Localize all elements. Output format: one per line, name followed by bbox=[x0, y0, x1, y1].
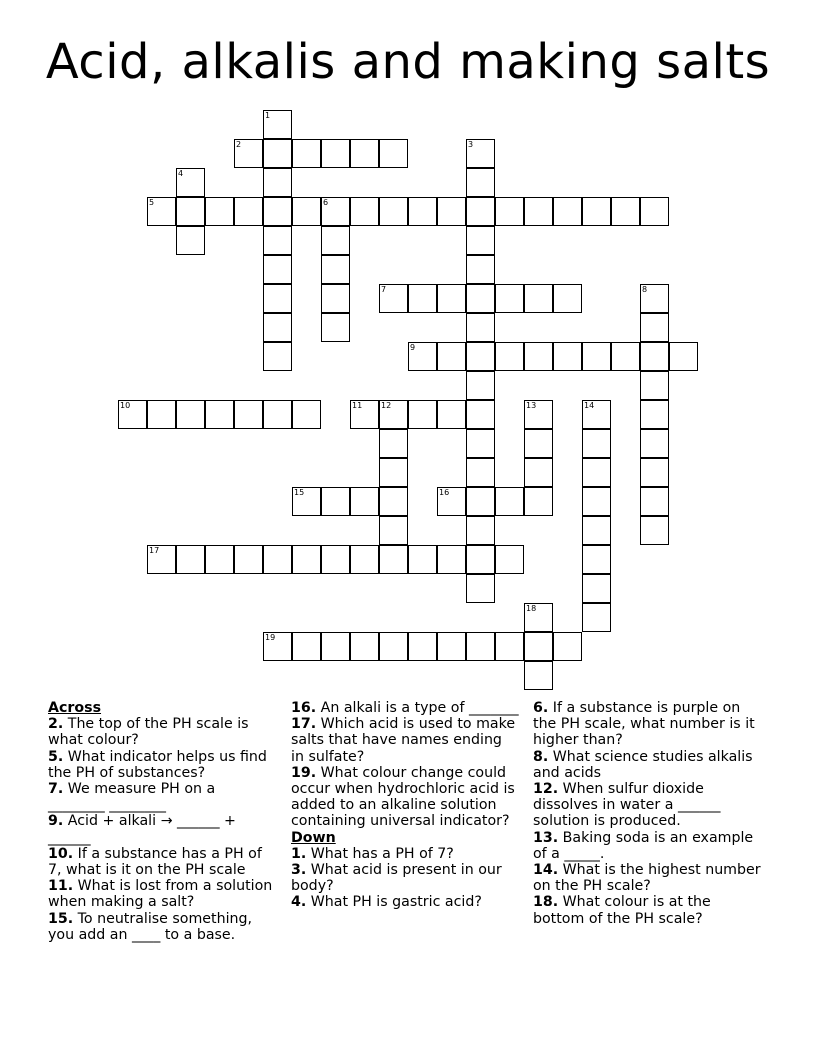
grid-cell[interactable] bbox=[437, 284, 466, 313]
grid-cell[interactable] bbox=[466, 574, 495, 603]
clue-number: 13 bbox=[526, 401, 537, 410]
clue-number: 17 bbox=[149, 546, 160, 555]
grid-cell[interactable] bbox=[582, 197, 611, 226]
clue-item-text: What is lost from a solution when making a salt? bbox=[48, 878, 273, 911]
clue-number: 19 bbox=[265, 633, 276, 642]
clue-number: 15 bbox=[294, 488, 305, 497]
clue-item-text: Acid + alkali → ______ + ______ bbox=[48, 813, 236, 846]
grid-cell[interactable] bbox=[379, 139, 408, 168]
clue-item bbox=[533, 700, 761, 749]
clue-number: 3 bbox=[468, 140, 474, 149]
grid-cell[interactable] bbox=[379, 197, 408, 226]
grid-cell[interactable] bbox=[350, 632, 379, 661]
clue-item-number: 3. bbox=[291, 862, 307, 879]
clue-item-text: We measure PH on a ________ ________ bbox=[48, 781, 216, 814]
grid-cell[interactable] bbox=[524, 661, 553, 690]
clue-number: 4 bbox=[178, 169, 184, 178]
clue-item bbox=[48, 846, 276, 878]
grid-cell[interactable] bbox=[466, 342, 495, 371]
grid-cell[interactable] bbox=[321, 226, 350, 255]
clue-number: 1 bbox=[265, 111, 271, 120]
clue-item bbox=[291, 862, 519, 894]
grid-cell[interactable] bbox=[147, 400, 176, 429]
clue-item-number: 2. bbox=[48, 716, 64, 733]
clue-item bbox=[48, 878, 276, 910]
grid-cell[interactable] bbox=[466, 284, 495, 313]
clue-item bbox=[291, 716, 519, 765]
grid-cell[interactable] bbox=[437, 342, 466, 371]
grid-cell[interactable] bbox=[524, 429, 553, 458]
grid-cell[interactable] bbox=[466, 429, 495, 458]
grid-cell[interactable] bbox=[466, 168, 495, 197]
grid-cell[interactable] bbox=[263, 139, 292, 168]
grid-cell[interactable] bbox=[553, 197, 582, 226]
clue-item-text: If a substance is purple on the PH scale, what number is it higher than? bbox=[533, 700, 755, 749]
clue-item-number: 18. bbox=[533, 894, 559, 911]
grid-cell[interactable] bbox=[582, 603, 611, 632]
clue-item-number: 6. bbox=[533, 700, 549, 716]
grid-cell[interactable] bbox=[495, 545, 524, 574]
grid-cell[interactable] bbox=[350, 545, 379, 574]
clue-number: 14 bbox=[584, 401, 595, 410]
clue-item-text: What colour change could occur when hydrochloric acid is added to an alkaline solution containing universal indicator? bbox=[291, 764, 515, 830]
grid-cell[interactable] bbox=[263, 342, 292, 371]
clue-number: 2 bbox=[236, 140, 242, 149]
grid-cell[interactable] bbox=[466, 458, 495, 487]
grid-cell[interactable] bbox=[640, 371, 669, 400]
clue-item-number: 1. bbox=[291, 845, 307, 862]
grid-cell[interactable] bbox=[263, 284, 292, 313]
grid-cell[interactable] bbox=[640, 516, 669, 545]
clue-item-text: What indicator helps us find the PH of substances? bbox=[48, 748, 267, 781]
grid-cell[interactable] bbox=[176, 197, 205, 226]
grid-cell[interactable] bbox=[611, 197, 640, 226]
clue-number: 11 bbox=[352, 401, 363, 410]
grid-cell[interactable] bbox=[466, 632, 495, 661]
grid-cell[interactable] bbox=[524, 284, 553, 313]
grid-cell[interactable] bbox=[640, 429, 669, 458]
grid-cell[interactable] bbox=[379, 458, 408, 487]
grid-cell[interactable] bbox=[234, 545, 263, 574]
clue-item-text: When sulfur dioxide dissolves in water a ______ solution is produced. bbox=[533, 781, 721, 830]
clue-item bbox=[533, 862, 761, 894]
grid-cell[interactable] bbox=[640, 487, 669, 516]
clue-number: 7 bbox=[381, 285, 387, 294]
clue-item-number: 9. bbox=[48, 813, 64, 830]
clue-item bbox=[48, 781, 276, 813]
grid-cell[interactable] bbox=[263, 545, 292, 574]
grid-cell[interactable] bbox=[292, 545, 321, 574]
grid-cell[interactable] bbox=[582, 458, 611, 487]
clue-item-text: What has a PH of 7? bbox=[306, 845, 454, 862]
clue-item bbox=[48, 716, 276, 748]
grid-cell[interactable] bbox=[495, 342, 524, 371]
grid-cell[interactable] bbox=[408, 632, 437, 661]
grid-cell[interactable] bbox=[640, 458, 669, 487]
clue-item-number: 11. bbox=[48, 878, 74, 895]
grid-cell[interactable] bbox=[466, 313, 495, 342]
grid-cell[interactable] bbox=[582, 574, 611, 603]
clues-column-2 bbox=[291, 700, 519, 911]
grid-cell[interactable] bbox=[640, 197, 669, 226]
clue-item bbox=[291, 894, 519, 910]
grid-cell[interactable] bbox=[263, 226, 292, 255]
clue-item-number: 4. bbox=[291, 894, 307, 911]
clue-item bbox=[533, 781, 761, 830]
grid-cell[interactable] bbox=[263, 313, 292, 342]
grid-cell[interactable] bbox=[466, 516, 495, 545]
grid-cell[interactable] bbox=[524, 197, 553, 226]
grid-cell[interactable] bbox=[524, 487, 553, 516]
grid-cell[interactable] bbox=[466, 226, 495, 255]
grid-cell[interactable] bbox=[553, 284, 582, 313]
grid-cell[interactable] bbox=[321, 545, 350, 574]
grid-cell[interactable] bbox=[582, 516, 611, 545]
grid-cell[interactable] bbox=[466, 487, 495, 516]
clue-number: 8 bbox=[642, 285, 648, 294]
grid-cell[interactable] bbox=[350, 197, 379, 226]
grid-cell[interactable] bbox=[611, 342, 640, 371]
clue-item-text: The top of the PH scale is what colour? bbox=[48, 716, 249, 749]
grid-cell[interactable] bbox=[263, 197, 292, 226]
clue-item-number: 19. bbox=[291, 764, 317, 781]
clue-number: 9 bbox=[410, 343, 416, 352]
grid-cell[interactable] bbox=[495, 197, 524, 226]
grid-cell[interactable] bbox=[321, 255, 350, 284]
grid-cell[interactable] bbox=[379, 516, 408, 545]
clue-item bbox=[48, 749, 276, 781]
grid-cell[interactable] bbox=[176, 226, 205, 255]
across-heading: Across bbox=[48, 700, 102, 716]
clue-item bbox=[291, 700, 519, 716]
clue-item-text: To neutralise something, you add an ____ to a base. bbox=[48, 910, 253, 943]
grid-cell[interactable] bbox=[205, 197, 234, 226]
grid-cell[interactable] bbox=[582, 342, 611, 371]
clue-number: 5 bbox=[149, 198, 155, 207]
grid-cell[interactable] bbox=[379, 487, 408, 516]
grid-cell[interactable] bbox=[379, 632, 408, 661]
clue-item-number: 14. bbox=[533, 862, 559, 879]
clue-item-text: What is the highest number on the PH scale? bbox=[533, 862, 761, 895]
clue-item bbox=[48, 813, 276, 845]
grid-cell[interactable] bbox=[582, 487, 611, 516]
grid-cell[interactable] bbox=[466, 400, 495, 429]
down-clue-list bbox=[291, 846, 519, 911]
grid-cell[interactable] bbox=[437, 545, 466, 574]
clue-item bbox=[533, 749, 761, 781]
grid-cell[interactable] bbox=[292, 139, 321, 168]
grid-cell[interactable] bbox=[524, 458, 553, 487]
grid-cell[interactable] bbox=[321, 139, 350, 168]
clue-item-text: What acid is present in our body? bbox=[291, 862, 502, 895]
grid-cell[interactable] bbox=[234, 400, 263, 429]
grid-cell[interactable] bbox=[321, 313, 350, 342]
clue-item-number: 10. bbox=[48, 845, 74, 862]
grid-cell[interactable] bbox=[437, 197, 466, 226]
grid-cell[interactable] bbox=[176, 545, 205, 574]
clue-item-number: 16. bbox=[291, 700, 317, 716]
down-heading: Down bbox=[291, 829, 336, 846]
grid-cell[interactable] bbox=[466, 545, 495, 574]
clue-item-number: 5. bbox=[48, 748, 64, 765]
grid-cell[interactable] bbox=[582, 429, 611, 458]
grid-cell[interactable] bbox=[408, 400, 437, 429]
grid-cell[interactable] bbox=[350, 487, 379, 516]
grid-cell[interactable] bbox=[263, 255, 292, 284]
clues-column-3 bbox=[533, 700, 761, 927]
grid-cell[interactable] bbox=[582, 545, 611, 574]
clue-item-number: 12. bbox=[533, 781, 559, 798]
grid-cell[interactable] bbox=[466, 371, 495, 400]
clue-item bbox=[533, 894, 761, 926]
grid-cell[interactable] bbox=[640, 313, 669, 342]
grid-cell[interactable] bbox=[263, 168, 292, 197]
grid-cell[interactable] bbox=[205, 400, 234, 429]
grid-cell[interactable] bbox=[466, 255, 495, 284]
clue-item-text: If a substance has a PH of 7, what is it on the PH scale bbox=[48, 845, 262, 879]
clue-item-text: What science studies alkalis and acids bbox=[533, 748, 753, 781]
grid-cell[interactable] bbox=[350, 139, 379, 168]
clue-item bbox=[291, 765, 519, 830]
grid-cell[interactable] bbox=[466, 197, 495, 226]
clue-item-number: 7. bbox=[48, 781, 64, 798]
grid-cell[interactable] bbox=[495, 632, 524, 661]
grid-cell[interactable] bbox=[640, 342, 669, 371]
grid-cell[interactable] bbox=[292, 197, 321, 226]
clue-item-number: 13. bbox=[533, 829, 559, 846]
clue-number: 6 bbox=[323, 198, 329, 207]
clue-item-number: 8. bbox=[533, 748, 549, 765]
down-clue-list-continued bbox=[533, 700, 761, 927]
grid-cell[interactable] bbox=[495, 284, 524, 313]
grid-cell[interactable] bbox=[437, 400, 466, 429]
grid-cell[interactable] bbox=[379, 545, 408, 574]
across-clue-list-continued bbox=[291, 700, 519, 830]
clue-item-text: Baking soda is an example of a _____. bbox=[533, 829, 754, 862]
grid-cell[interactable] bbox=[176, 400, 205, 429]
grid-cell[interactable] bbox=[553, 342, 582, 371]
page-title: Acid, alkalis and making salts bbox=[45, 34, 771, 90]
clue-item bbox=[291, 846, 519, 862]
clue-number: 10 bbox=[120, 401, 131, 410]
grid-cell[interactable] bbox=[524, 342, 553, 371]
grid-cell[interactable] bbox=[408, 284, 437, 313]
clue-number: 12 bbox=[381, 401, 392, 410]
clue-item-number: 17. bbox=[291, 716, 317, 733]
grid-cell[interactable] bbox=[321, 632, 350, 661]
grid-cell[interactable] bbox=[640, 400, 669, 429]
grid-cell[interactable] bbox=[321, 487, 350, 516]
grid-cell[interactable] bbox=[669, 342, 698, 371]
clue-item-text: What PH is gastric acid? bbox=[306, 894, 482, 911]
grid-cell[interactable] bbox=[234, 197, 263, 226]
clue-number: 18 bbox=[526, 604, 537, 613]
grid-cell[interactable] bbox=[263, 400, 292, 429]
clue-item-text: Which acid is used to make salts that have names ending in sulfate? bbox=[291, 716, 516, 765]
grid-cell[interactable] bbox=[321, 284, 350, 313]
grid-cell[interactable] bbox=[292, 400, 321, 429]
grid-cell[interactable] bbox=[495, 487, 524, 516]
grid-cell[interactable] bbox=[408, 545, 437, 574]
clue-number: 16 bbox=[439, 488, 450, 497]
clue-item-number: 15. bbox=[48, 910, 74, 927]
grid-cell[interactable] bbox=[553, 632, 582, 661]
across-clue-list bbox=[48, 716, 276, 943]
grid-cell[interactable] bbox=[524, 632, 553, 661]
grid-cell[interactable] bbox=[205, 545, 234, 574]
clue-item-text: An alkali is a type of _______ bbox=[316, 700, 519, 716]
clues-column-1 bbox=[48, 700, 276, 943]
grid-cell[interactable] bbox=[408, 197, 437, 226]
grid-cell[interactable] bbox=[379, 429, 408, 458]
clue-item-text: What colour is at the bottom of the PH scale? bbox=[533, 894, 711, 927]
clue-item bbox=[533, 830, 761, 862]
grid-cell[interactable] bbox=[292, 632, 321, 661]
grid-cell[interactable] bbox=[437, 632, 466, 661]
clue-item bbox=[48, 911, 276, 943]
